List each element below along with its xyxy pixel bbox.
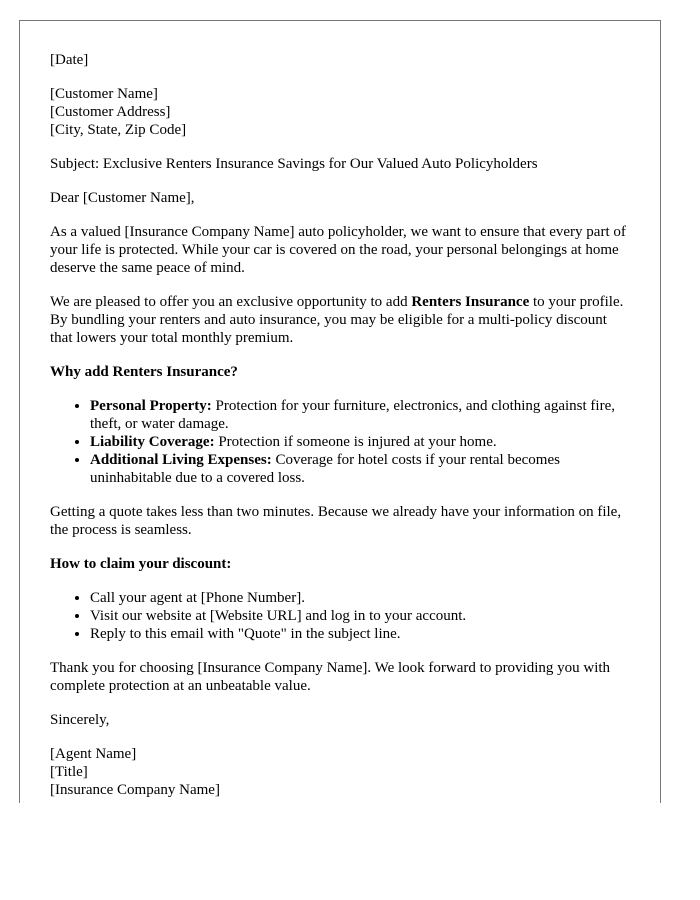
agent-title: [Title] xyxy=(50,764,88,780)
benefits-list xyxy=(50,397,630,487)
claim-steps-list xyxy=(50,589,630,643)
salutation: Dear [Customer Name], xyxy=(50,190,195,206)
benefit-desc: Protection if someone is injured at your home. xyxy=(214,434,497,450)
offer-text-after: to your profile. By bundling your renters and auto insurance, you may be eligible for a multi-policy discount that lowers your total monthly premium. xyxy=(50,294,624,346)
intro-paragraph: As a valued [Insurance Company Name] auto policyholder, we want to ensure that every part of your life is protected. While your car is covered on the road, your personal belongings at home deserve the same peace of mind. xyxy=(50,224,626,276)
letter-page xyxy=(19,20,661,803)
claim-step: • Reply to this email with "Quote" in the subject line. xyxy=(90,625,630,643)
recipient-address: [Customer Address] xyxy=(50,104,171,120)
benefit-term: Personal Property: xyxy=(90,398,212,414)
offer-text-before: We are pleased to offer you an exclusive opportunity to add xyxy=(50,294,412,310)
benefit-term: Additional Living Expenses: xyxy=(90,452,272,468)
benefit-item xyxy=(90,451,630,487)
why-heading: Why add Renters Insurance? xyxy=(50,364,238,380)
claim-heading: How to claim your discount: xyxy=(50,556,232,572)
offer-paragraph xyxy=(50,293,630,347)
agent-name: [Agent Name] xyxy=(50,746,137,762)
offer-highlight: Renters Insurance xyxy=(411,294,530,310)
letter-date: [Date] xyxy=(50,52,89,68)
benefit-item xyxy=(90,397,630,433)
recipient-name: [Customer Name] xyxy=(50,86,158,102)
benefit-desc: Protection for your furniture, electronics, and clothing against fire, theft, or water damage. xyxy=(90,398,615,432)
quote-paragraph: Getting a quote takes less than two minutes. Because we already have your information on file, the process is seamless. xyxy=(50,504,622,538)
thanks-paragraph: Thank you for choosing [Insurance Company Name]. We look forward to providing you with complete protection at an unbeatable value. xyxy=(50,660,611,694)
benefit-term: Liability Coverage: xyxy=(90,434,215,450)
claim-step: • Visit our website at [Website URL] and log in to your account. xyxy=(90,607,630,625)
company-name: [Insurance Company Name] xyxy=(50,782,220,798)
recipient-city-state-zip: [City, State, Zip Code] xyxy=(50,122,187,138)
claim-step: • Call your agent at [Phone Number]. xyxy=(90,589,630,607)
signature-block xyxy=(50,745,630,799)
subject-line: Subject: Exclusive Renters Insurance Savings for Our Valued Auto Policyholders xyxy=(50,156,538,172)
recipient-address-block xyxy=(50,85,630,139)
benefit-item xyxy=(90,433,630,451)
closing: Sincerely, xyxy=(50,712,110,728)
benefit-desc: Coverage for hotel costs if your rental becomes uninhabitable due to a covered loss. xyxy=(90,452,560,486)
